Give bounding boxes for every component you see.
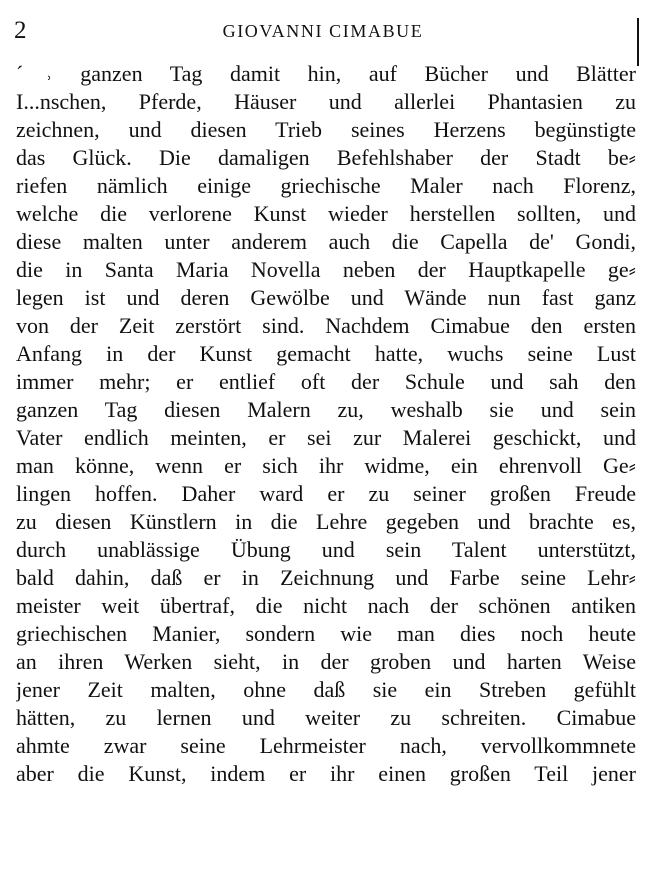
text-line: hätten, zu lernen und weiter zu schreiten. Cimabue	[16, 705, 636, 730]
text-line: die in Santa Maria Novella neben der Hauptkapelle ge⸗	[16, 257, 636, 282]
page-edge-rule	[637, 18, 639, 66]
text-line: Anfang in der Kunst gemacht hatte, wuchs seine Lust	[16, 341, 636, 366]
page-header	[10, 14, 636, 48]
text-line: immer mehr; er entlief oft der Schule und sah den	[16, 369, 636, 394]
text-line: legen ist und deren Gewölbe und Wände nun fast ganz	[16, 285, 636, 310]
text-line: Ι...nschen, Pferde, Häuser und allerlei Phantasien zu	[16, 89, 636, 114]
text-line: griechischen Manier, sondern wie man dies noch heute	[16, 621, 636, 646]
text-line: jener Zeit malten, ohne daß sie ein Streben gefühlt	[16, 677, 636, 702]
text-line: zu diesen Künstlern in die Lehre gegeben und brachte es,	[16, 509, 636, 534]
text-line: man könne, wenn er sich ihr widme, ein ehrenvoll Ge⸗	[16, 453, 636, 478]
text-line: diese malten unter anderem auch die Capella de' Gondi,	[16, 229, 636, 254]
text-line: meister weit übertraf, die nicht nach der schönen antiken	[16, 593, 636, 618]
text-line: das Glück. Die damaligen Befehlshaber der Stadt be⸗	[16, 145, 636, 170]
text-line: von der Zeit zerstört sind. Nachdem Cimabue den ersten	[16, 313, 636, 338]
text-line: lingen hoffen. Daher ward er zu seiner großen Freude	[16, 481, 636, 506]
text-line: durch unablässige Übung und sein Talent unterstützt,	[16, 537, 636, 562]
page-number: 2	[14, 17, 27, 44]
text-line: zeichnen, und diesen Trieb seines Herzens begünstigte	[16, 117, 636, 142]
text-line: Vater endlich meinten, er sei zur Malerei geschickt, und	[16, 425, 636, 450]
text-line: an ihren Werken sieht, in der groben und harten Weise	[16, 649, 636, 674]
running-title: GIOVANNI CIMABUE	[222, 21, 424, 41]
body-text	[16, 60, 636, 788]
text-line: ˊ˒ ganzen Tag damit hin, auf Bücher und Blätter	[16, 61, 636, 86]
text-line: ahmte zwar seine Lehrmeister nach, vervollkommnete	[16, 733, 636, 758]
text-line: aber die Kunst, indem er ihr einen großen Teil jener	[16, 761, 636, 786]
text-line: welche die verlorene Kunst wieder herstellen sollten, und	[16, 201, 636, 226]
text-line: ganzen Tag diesen Malern zu, weshalb sie und sein	[16, 397, 636, 422]
text-line: riefen nämlich einige griechische Maler nach Florenz,	[16, 173, 636, 198]
text-line: bald dahin, daß er in Zeichnung und Farbe seine Lehr⸗	[16, 565, 636, 590]
